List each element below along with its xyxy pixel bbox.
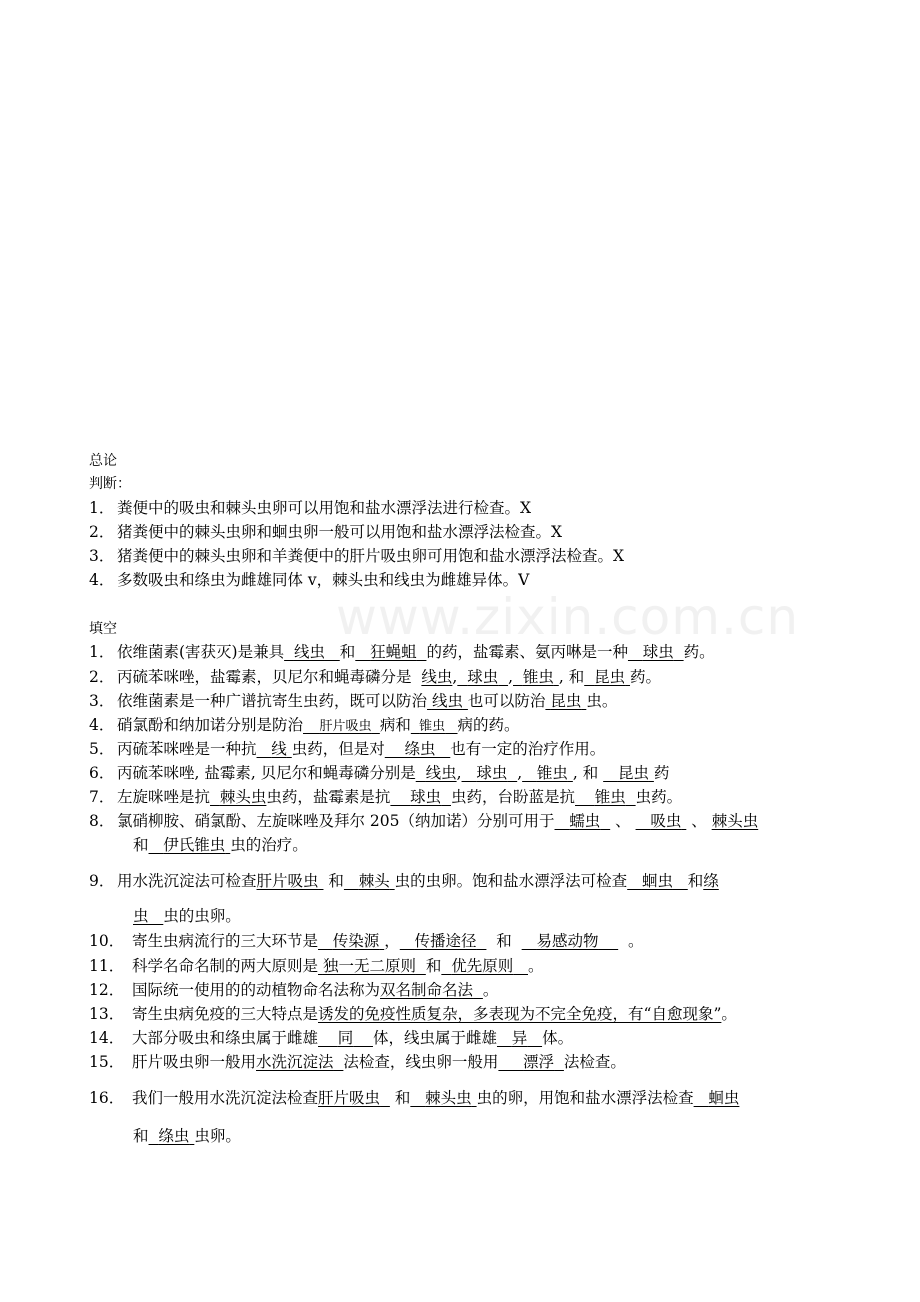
- fill-item-continuation: [133, 835, 913, 855]
- fill-item: [89, 980, 869, 1000]
- answer-blank: 蛔虫: [708, 1089, 740, 1107]
- item-number: 2．: [89, 523, 115, 541]
- answer-blank: 传播途径: [414, 932, 477, 950]
- answer-blank: 易感动物: [536, 932, 599, 950]
- item-text: 和: [328, 872, 344, 890]
- section-title: 填空: [89, 621, 117, 637]
- item-text: 虫。: [586, 692, 618, 710]
- item-number: 3．: [89, 692, 115, 710]
- item-number: 4．: [89, 571, 115, 589]
- punct: ,: [508, 668, 513, 686]
- answer-blank: 蛔虫: [641, 872, 673, 890]
- item-number: 16．: [89, 1089, 125, 1107]
- item-text: 虫药，但是对: [291, 740, 385, 758]
- answer-blank: 昆虫: [594, 668, 626, 686]
- answer-blank: 球虫: [476, 764, 508, 782]
- answer-blank: 独一无二原则: [322, 957, 416, 975]
- item-text: 法检查。: [563, 1053, 626, 1071]
- item-number: 10．: [89, 932, 125, 950]
- answer-blank: 绦虫: [404, 740, 436, 758]
- item-text: 猪粪便中的棘头虫卵和羊粪便中的肝片吸虫卵可用饱和盐水漂浮法检查。X: [117, 547, 625, 565]
- watermark: www.zixin.com.cn: [336, 588, 800, 646]
- answer-blank: 锥虫: [594, 788, 626, 806]
- section-title: 总论: [89, 453, 117, 469]
- answer-blank: 昆虫: [550, 692, 582, 710]
- answer-blank: 棘头: [358, 872, 390, 890]
- punct: ，: [384, 932, 400, 950]
- answer-blank: 球虫: [467, 668, 499, 686]
- item-number: 5．: [89, 740, 115, 758]
- answer-blank: 锥虫: [522, 668, 554, 686]
- item-text: 粪便中的吸虫和棘头虫卵可以用饱和盐水漂浮法进行检查。X: [117, 499, 532, 517]
- item-text: 也可以防治: [467, 692, 546, 710]
- item-text: 和: [133, 1127, 149, 1145]
- item-number: 6．: [89, 764, 115, 782]
- answer-blank: 吸虫: [650, 812, 682, 830]
- fill-item: [89, 787, 869, 807]
- item-text: 用水洗沉淀法可检查: [117, 872, 257, 890]
- answer-blank: 绦: [703, 872, 719, 890]
- item-text: 药。: [630, 668, 662, 686]
- item-text: 猪粪便中的棘头虫卵和蛔虫卵一般可以用饱和盐水漂浮法检查。X: [117, 523, 563, 541]
- answer-blank: 线虫: [421, 668, 453, 686]
- item-text: 依维菌素(害获灭)是兼具: [117, 643, 285, 661]
- item-number: 12．: [89, 981, 125, 999]
- punct: ,: [517, 764, 523, 782]
- item-number: 8．: [89, 812, 115, 830]
- punct: 、: [691, 812, 707, 830]
- punct: ,: [452, 668, 458, 686]
- fill-item: [89, 691, 869, 711]
- item-text: 虫药，台盼蓝是抗: [451, 788, 576, 806]
- item-text: 和: [425, 957, 442, 975]
- fill-item: [89, 1088, 869, 1108]
- item-text: 寄生虫病流行的三大环节是: [132, 932, 319, 950]
- fill-item: [89, 715, 869, 737]
- item-text: 和: [133, 836, 149, 854]
- item-number: 4．: [89, 716, 115, 734]
- item-text: 丙硫苯咪唑是一种抗: [117, 740, 257, 758]
- answer-blank: 线虫: [431, 692, 463, 710]
- item-text: 的药，盐霉素、氨丙啉是一种: [426, 643, 628, 661]
- answer-blank: 诱发的免疫性质复杂，多表现为不完全免疫，有“自愈现象”: [318, 1005, 722, 1023]
- answer-blank: 球虫: [410, 788, 442, 806]
- item-text: 和: [339, 643, 356, 661]
- item-text: 虫的虫卵。饱和盐水漂浮法可检查: [394, 872, 628, 890]
- item-number: 1．: [89, 643, 115, 661]
- fill-item: [89, 763, 869, 783]
- answer-blank: 棘头虫: [425, 1089, 472, 1107]
- item-number: 2．: [89, 668, 115, 686]
- item-text: 药: [653, 764, 670, 782]
- item-text: 和: [568, 668, 585, 686]
- item-text: 虫药，盐霉素是抗: [266, 788, 391, 806]
- answer-blank: 绦虫: [158, 1127, 190, 1145]
- item-text: 虫的治疗。: [230, 836, 308, 854]
- item-text: 多数吸虫和绦虫为雌雄同体 v，棘头虫和线虫为雌雄异体。V: [117, 571, 530, 589]
- item-text: 依维菌素是一种广谱抗寄生虫药，既可以防治: [117, 692, 428, 710]
- item-text: 体，线虫属于雌雄: [372, 1029, 497, 1047]
- fill-item: [89, 956, 869, 976]
- item-text: 病的药。: [457, 716, 520, 734]
- answer-blank: 昆虫: [617, 764, 649, 782]
- punct: 、: [615, 812, 631, 830]
- item-number: 7．: [89, 788, 115, 806]
- answer-blank: 同: [337, 1029, 354, 1047]
- punct: , 和: [572, 764, 599, 782]
- item-text: 也有一定的治疗作用。: [450, 740, 606, 758]
- item-text: 。: [628, 932, 644, 950]
- punct: ,: [456, 764, 462, 782]
- answer-blank: 传染源: [332, 932, 380, 950]
- fill-item: [89, 871, 869, 891]
- item-number: 15．: [89, 1053, 125, 1071]
- item-text: 寄生虫病免疫的三大特点是: [132, 1005, 319, 1023]
- answer-blank: 棘头虫: [219, 788, 267, 806]
- answer-blank: 蠕虫: [569, 812, 601, 830]
- item-text: 国际统一使用的的动植物命名法称为: [132, 981, 381, 999]
- item-text: 体。: [542, 1029, 574, 1047]
- punct: ,: [558, 668, 564, 686]
- judgment-item: [89, 498, 869, 518]
- item-text: 和: [394, 1089, 411, 1107]
- item-text: 硝氯酚和纳加诺分别是防治: [117, 716, 304, 734]
- answer-blank: 虫: [133, 907, 149, 925]
- answer-blank: 双名制命名法: [380, 981, 474, 999]
- fill-item: [89, 642, 869, 662]
- answer-blank: 伊氏锥虫: [163, 836, 226, 854]
- item-number: 9．: [89, 872, 115, 890]
- item-text: 丙硫苯咪唑, 盐霉素, 贝尼尔和蝇毒磷分别是: [117, 764, 416, 782]
- item-text: 虫药。: [635, 788, 683, 806]
- answer-blank: 线虫: [293, 643, 325, 661]
- fill-item: [89, 1004, 869, 1024]
- answer-blank: 锥虫: [419, 719, 446, 734]
- answer-blank: 优先原则: [451, 957, 514, 975]
- judgment-item: [89, 522, 869, 542]
- answer-blank: 线: [271, 740, 287, 758]
- answer-blank: 锥虫: [536, 764, 568, 782]
- item-text: 大部分吸虫和绦虫属于雌雄: [132, 1029, 319, 1047]
- answer-blank: 球虫: [642, 643, 674, 661]
- item-number: 14．: [89, 1029, 125, 1047]
- item-text: 和: [687, 872, 704, 890]
- item-text: 虫卵。: [194, 1127, 241, 1145]
- item-text: 。: [482, 981, 499, 999]
- answer-blank: 水洗沉淀法: [256, 1053, 334, 1071]
- answer-blank: 肝片吸虫: [318, 1089, 381, 1107]
- item-text: 法检查，线虫卵一般用: [343, 1053, 499, 1071]
- answer-blank: 狂蝇蛆: [370, 643, 417, 661]
- answer-blank: 线虫: [425, 764, 457, 782]
- item-text: 丙硫苯咪唑，盐霉素，贝尼尔和蝇毒磷分是: [117, 668, 412, 686]
- fill-item: [89, 1052, 869, 1072]
- item-text: 氯硝柳胺、硝氯酚、左旋咪唑及拜尔 205（纳加诺）分别可用于: [117, 812, 555, 830]
- fill-item-continuation: [133, 1126, 913, 1146]
- item-text: 虫的卵，用饱和盐水漂浮法检查: [476, 1089, 694, 1107]
- answer-blank: 异: [511, 1029, 528, 1047]
- answer-blank: 漂浮: [523, 1053, 555, 1071]
- fill-item: [89, 739, 869, 759]
- fill-item: [89, 811, 869, 831]
- item-text: 病和: [379, 716, 411, 734]
- item-text: 和: [496, 932, 512, 950]
- item-text: 科学名命名制的两大原则是: [132, 957, 319, 975]
- fill-item: [89, 931, 869, 951]
- judgment-item: [89, 546, 869, 566]
- fill-item-continuation: [133, 906, 913, 926]
- item-text: 。: [528, 957, 544, 975]
- answer-blank: 肝片吸虫: [319, 719, 372, 734]
- fill-item: [89, 667, 869, 687]
- fill-item: [89, 1028, 869, 1048]
- item-text: 我们一般用水洗沉淀法检查: [132, 1089, 319, 1107]
- section-subtitle: 判断：: [89, 476, 131, 492]
- item-text: 药。: [683, 643, 715, 661]
- item-text: 左旋咪唑是抗: [117, 788, 211, 806]
- item-text: 。: [721, 1005, 737, 1023]
- answer-blank: 肝片吸虫: [256, 872, 319, 890]
- item-text: 肝片吸虫卵一般用: [132, 1053, 257, 1071]
- item-number: 3．: [89, 547, 115, 565]
- answer-blank: 棘头虫: [711, 812, 759, 830]
- judgment-item: [89, 570, 869, 590]
- item-number: 11．: [89, 957, 125, 975]
- item-number: 13．: [89, 1005, 125, 1023]
- item-number: 1．: [89, 499, 115, 517]
- item-text: 虫的虫卵。: [163, 907, 241, 925]
